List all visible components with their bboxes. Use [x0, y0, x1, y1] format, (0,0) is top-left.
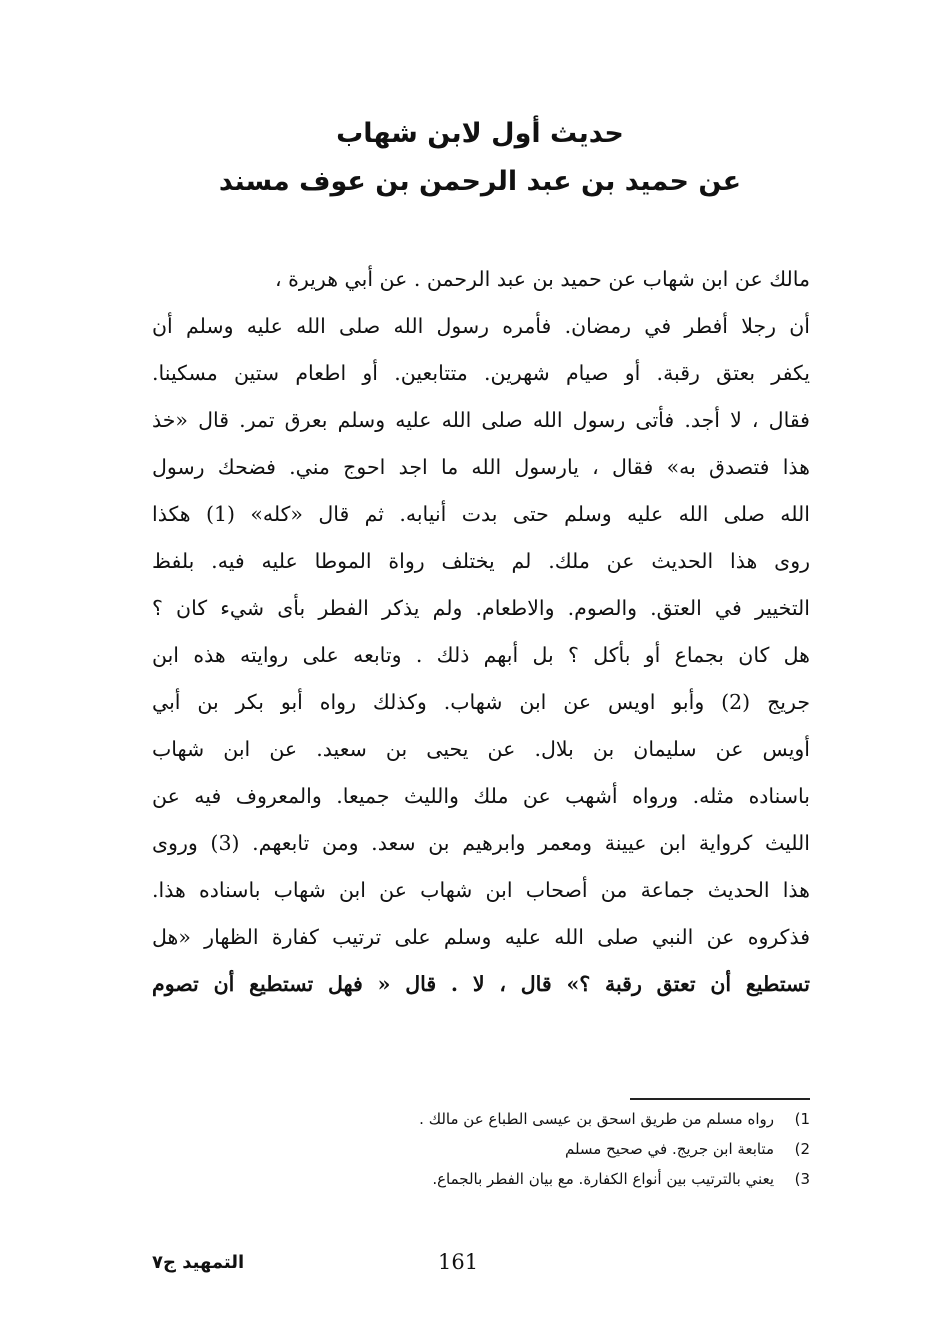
footnote: [150, 1104, 810, 1134]
footnote-text: رواه مسلم من طريق اسحق بن عيسى الطباع عن مالك .: [419, 1110, 774, 1128]
text-line: فقال ، لا أجد. فأتى رسول الله صلى الله عليه وسلم بعرق تمر. قال «خذ: [152, 408, 810, 432]
footnote-text: متابعة ابن جريج. في صحيح مسلم: [564, 1140, 774, 1158]
text-line: فذكروه عن النبي صلى الله عليه وسلم على ترتيب كفارة الظهار «هل: [152, 925, 810, 949]
text-line: هذا الحديث جماعة من أصحاب ابن شهاب عن ابن شهاب باسناده هذا.: [152, 878, 810, 902]
text-line: هل كان بجماع أو بأكل ؟ بل أبهم ذلك . وتابعه على روايته هذه ابن: [152, 643, 810, 667]
footnote-number: 2): [794, 1140, 810, 1158]
footnote: [150, 1134, 810, 1164]
chapter-subtitle: عن حميد بن عبد الرحمن بن عوف مسند: [218, 166, 742, 197]
text-line: الليث كرواية ابن عيينة ومعمر وابرهيم بن سعد. ومن تابعهم. (3) وروى: [152, 831, 810, 855]
footnote-separator: [630, 1098, 810, 1100]
chapter-title: حديث أول لابن شهاب: [336, 118, 624, 149]
page-number: 161: [438, 1250, 479, 1274]
text-line: أويس عن سليمان بن بلال. عن يحيى بن سعيد. عن ابن شهاب: [152, 737, 810, 761]
footnotes: [150, 1104, 810, 1194]
text-line: مالك عن ابن شهاب عن حميد بن عبد الرحمن . عن أبي هريرة ،: [275, 267, 810, 291]
text-line: هذا فتصدق به» فقال ، يارسول الله ما اجد احوج مني. فضحك رسول: [152, 455, 810, 479]
footnote: [150, 1164, 810, 1194]
text-line: جريج (2) وأبو اويس عن ابن شهاب. وكذلك رواه أبو بكر بن أبي: [152, 690, 810, 714]
footnote-number: 3): [794, 1170, 810, 1188]
running-footer-title: التمهيد ج٧: [152, 1252, 245, 1273]
footnote-text: يعني بالترتيب بين أنواع الكفارة. مع بيان الفطر بالجماع.: [432, 1170, 774, 1188]
text-line: الله صلى الله عليه وسلم حتى بدت أنيابه. ثم قال «كله» (1) هكذا: [152, 502, 810, 526]
footnote-number: 1): [794, 1110, 810, 1128]
text-line: تستطيع أن تعتق رقبة ؟» قال ، لا . قال « فهل تستطيع أن تصوم: [152, 972, 810, 996]
text-line: روى هذا الحديث عن ملك. لم يختلف رواة الموطا عليه فيه. بلفظ: [152, 549, 810, 573]
text-line: التخيير في العتق. والصوم. والاطعام. ولم يذكر الفطر بأى شيء كان ؟: [152, 596, 810, 620]
main-text: [152, 256, 810, 1008]
text-line: يكفر بعتق رقبة. أو صيام شهرين. متتابعين. أو اطعام ستين مسكينا.: [152, 361, 810, 385]
text-line: أن رجلا أفطر في رمضان. فأمره رسول الله صلى الله عليه وسلم أن: [152, 314, 810, 338]
text-line: باسناده مثله. ورواه أشهب عن ملك والليث جميعا. والمعروف فيه عن: [152, 784, 810, 808]
